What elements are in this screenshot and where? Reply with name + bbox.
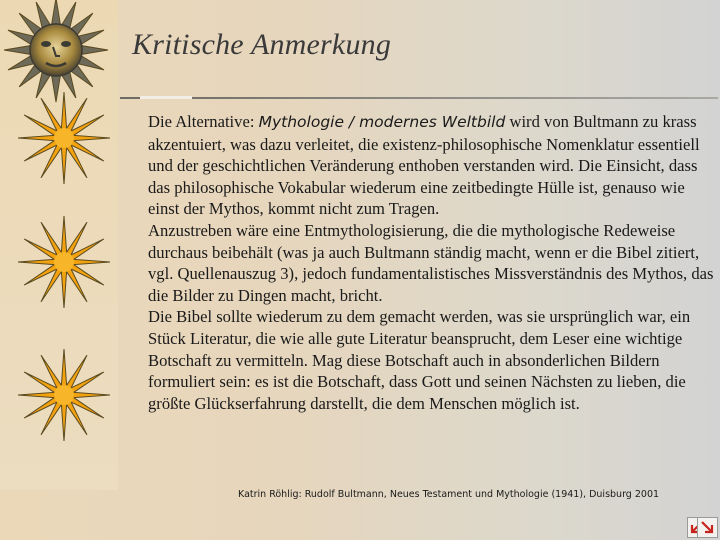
title-divider (120, 97, 718, 99)
next-slide-icon (698, 518, 717, 537)
paragraph-1-emphasis: Mythologie / modernes Weltbild (258, 113, 506, 131)
paragraph-1-rest: wird von Bultmann zu krass akzentuiert, was dazu verleitet, die existenz-philosophische Nomenklatur essentiell und der geschichtlichen Veränderung enthoben verstanden wird. Die Einsicht, dass das philosophische Vokabular wiederum eine zeitbedingte Hülle ist, genauso wie einst der Mythos, kommt nicht zum Tragen. (148, 112, 700, 219)
slide-body (132, 111, 716, 414)
title-divider-highlight (140, 96, 192, 99)
starburst-icon (18, 345, 110, 445)
paragraph-1-lead: Die Alternative: (148, 112, 259, 131)
slide-title: Kritische Anmerkung (132, 28, 392, 61)
source-citation: Katrin Röhlig: Rudolf Bultmann, Neues Testament und Mythologie (1941), Duisburg 2001 (238, 489, 660, 500)
paragraph-3: Die Bibel sollte wiederum zu dem gemacht werden, was sie ursprünglich war, ein Stück Literatur, die wie alle gute Literatur beansprucht, dem Leser eine wichtige Botschaft zu vermitteln. Mag diese Botschaft auch in absonderlichen Bildern formuliert sein: es ist die Botschaft, dass Gott und seinen Nächsten zu lieben, die größte Glückserfahrung darstellt, die dem Menschen möglich ist. (148, 307, 691, 413)
starburst-icon (18, 212, 110, 312)
next-slide-button[interactable] (697, 517, 718, 538)
paragraph-1 (132, 111, 716, 220)
paragraph-2: Anzustreben wäre eine Entmythologisierung, die die mythologische Redeweise durchaus beibehält (was ja auch Bultmann ständig macht, wenn er die Bibel zitiert, vgl. Quellenauszug 3), jedoch fundamentalistisches Missverständnis des Mythos, das die Bilder zu Dingen macht, bricht. (148, 220, 714, 305)
starburst-icon (18, 88, 110, 188)
